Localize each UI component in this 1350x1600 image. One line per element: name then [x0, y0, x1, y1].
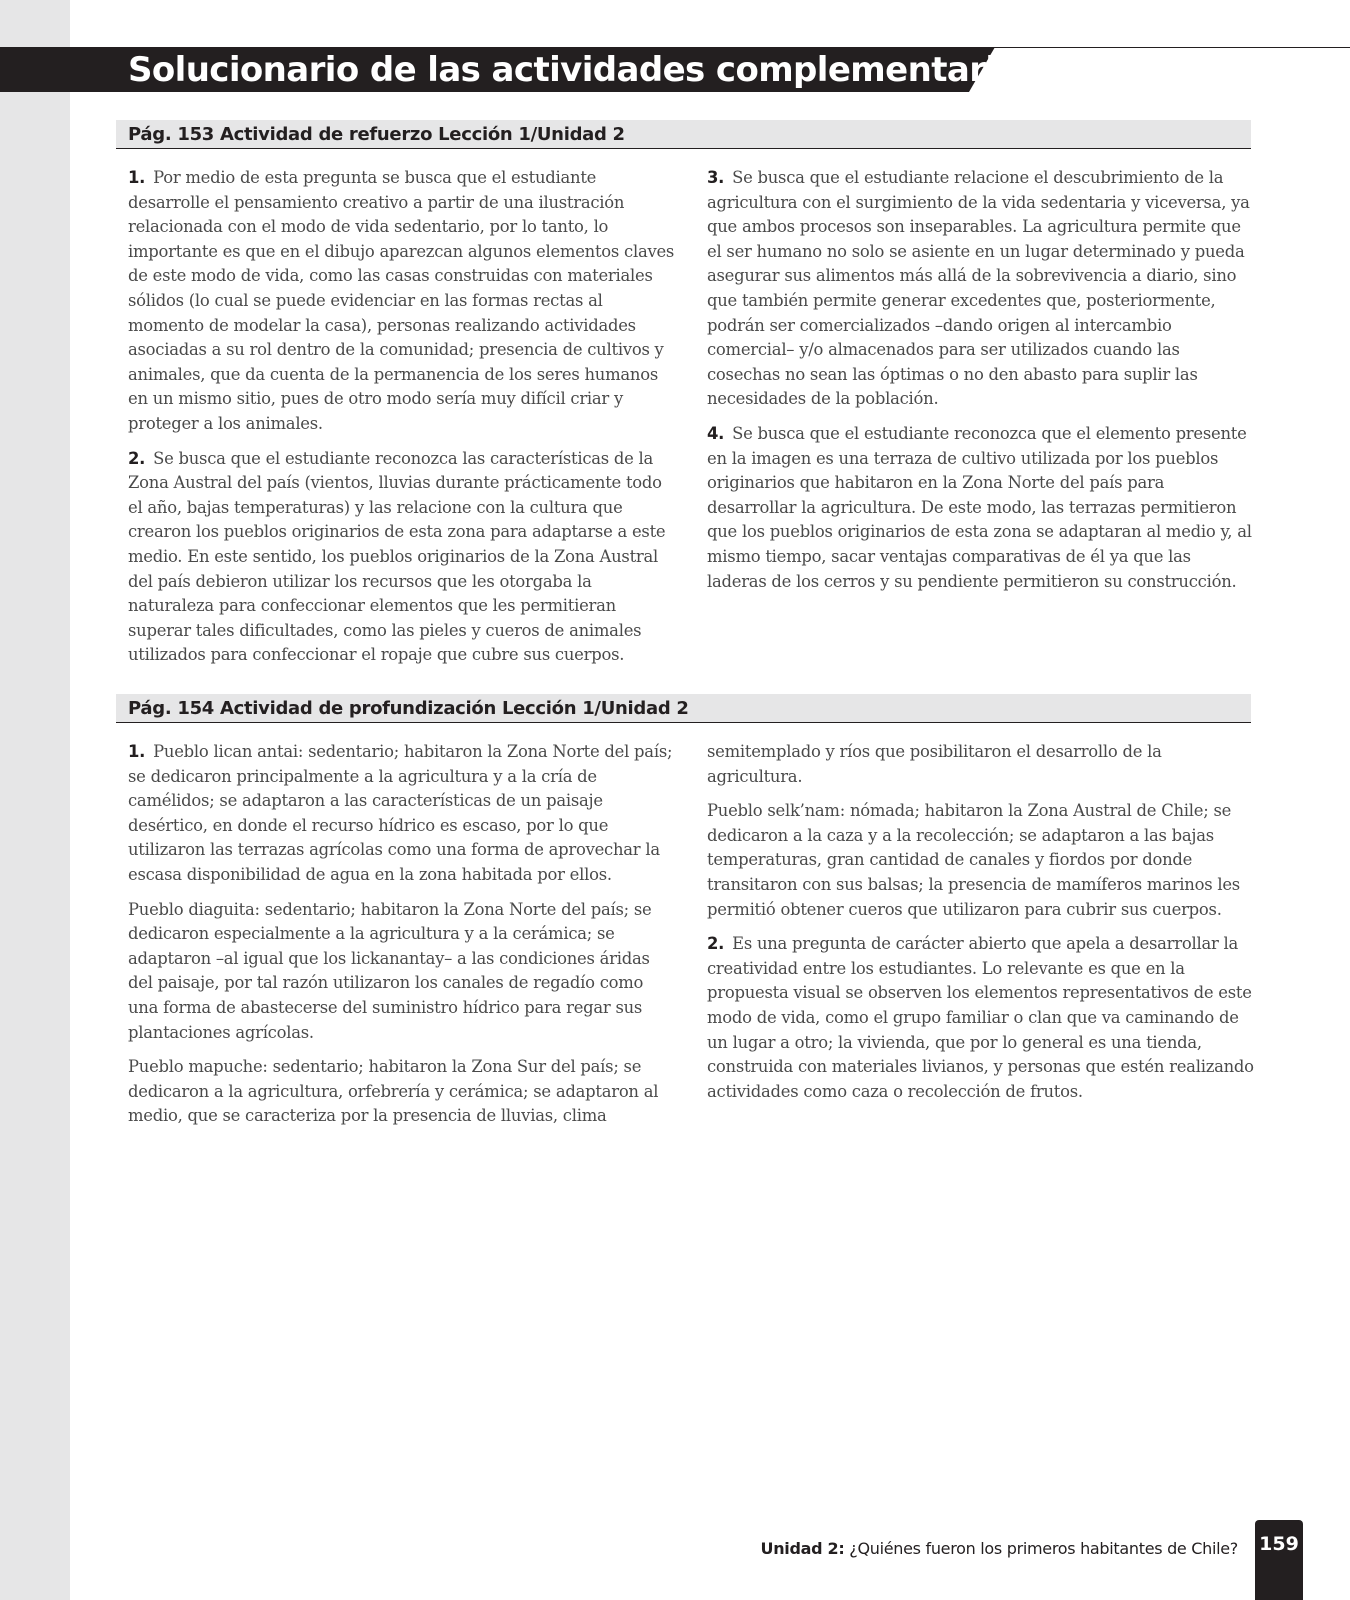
answer-paragraph — [707, 799, 1255, 922]
answer-paragraph — [128, 1055, 676, 1129]
footer-unit-title — [761, 1534, 1239, 1564]
footer-unit-label: Unidad 2: — [760, 1539, 845, 1558]
answer-text: Se busca que el estudiante reconozca las características de la Zona Austral del país (vientos, lluvias durante prácticamente todo el año, bajas temperaturas) y las relacione con la cultura que crearon los pueblos originarios de esta zona para adaptarse a este medio. En este sentido, los pueblos originarios de la Zona Austral del país debieron utilizar los recursos que les otorgaba la naturaleza para confeccionar elementos que les permitieran superar tales dificultades, como las pieles y cueros de animales utilizados para confeccionar el ropaje que cubre sus cuerpos. — [128, 448, 666, 665]
answer-number: 2. — [128, 448, 146, 468]
section2-right-column — [707, 740, 1255, 1114]
answer-paragraph — [707, 740, 1255, 789]
answer-paragraph — [707, 422, 1255, 594]
answer-paragraph — [128, 898, 676, 1046]
answer-text: Pueblo diaguita: sedentario; habitaron la Zona Norte del país; se dedicaron especialmente a la agricultura y a la cerámica; se adaptaron –al igual que los lickanantay– a las condiciones áridas del paisaje, por tal razón utilizaron los canales de regadío como una forma de abastecerse del suministro hídrico para regar sus plantaciones agrícolas. — [128, 899, 652, 1042]
section2-left-column — [128, 740, 676, 1139]
answer-number: 4. — [707, 423, 725, 443]
page-number-tab — [1255, 1520, 1303, 1600]
answer-text: semitemplado y ríos que posibilitaron el desarrollo de la agricultura. — [707, 742, 1162, 786]
answer-text: Se busca que el estudiante reconozca que el elemento presente en la imagen es una terraza de cultivo utilizada por los pueblos originarios que habitaron en la Zona Norte del país para desarrollar la agricultura. De este modo, las terrazas permitieron que los pueblos originarios de esta zona se adaptaran al medio y, al mismo tiempo, sacar ventajas comparativas de él ya que las laderas de los cerros y su pendiente permitieron su construcción. — [707, 423, 1252, 591]
page-title: Solucionario de las actividades complementarias — [128, 50, 1039, 90]
answer-number: 3. — [707, 168, 725, 187]
answer-paragraph — [128, 740, 676, 888]
answer-text: Por medio de esta pregunta se busca que el estudiante desarrolle el pensamiento creativo a partir de una ilustración relacionada con el modo de vida sedentario, por lo tanto, lo importante es que en el dibujo aparezcan algunos elementos claves de este modo de vida, como las casas construidas con materiales sólidos (lo cual se puede evidenciar en las formas rectas al momento de modelar la casa), personas realizando actividades asociadas a su rol dentro de la comunidad; presencia de cultivos y animales, que da cuenta de la permanencia de los seres humanos en un mismo sitio, pues de otro modo sería muy difícil criar y proteger a los animales. — [128, 168, 675, 433]
section-heading-text: Pág. 153 Actividad de refuerzo Lección 1/Unidad 2 — [128, 124, 625, 145]
answer-text: Se busca que el estudiante relacione el descubrimiento de la agricultura con el surgimiento de la vida sedentaria y viceversa, ya que ambos procesos son inseparables. La agricultura permite que el ser humano no solo se asiente en un lugar determinado y pueda asegurar sus alimentos más allá de la sobrevivencia a diario, sino que también permite generar excedentes que, posteriormente, podrán ser comercializados –dando origen al intercambio comercial– y/o almacenados para ser utilizados cuando las cosechas no sean las óptimas o no den abasto para suplir las necesidades de la población. — [707, 168, 1250, 409]
answer-paragraph — [128, 447, 676, 668]
answer-number: 1. — [128, 742, 146, 761]
answer-paragraph — [707, 932, 1255, 1104]
answer-text: Pueblo mapuche: sedentario; habitaron la Zona Sur del país; se dedicaron a la agricultura, orfebrería y cerámica; se adaptaron al medio, que se caracteriza por la presencia de lluvias, clima — [128, 1057, 659, 1126]
section-heading-refuerzo — [116, 120, 1251, 149]
answer-text: Pueblo selk’nam: nómada; habitaron la Zona Austral de Chile; se dedicaron a la caza y a la recolección; se adaptaron a las bajas temperaturas, gran cantidad de canales y fiordos por donde transitaron con sus balsas; la presencia de mamíferos marinos les permitió obtener cueros que utilizaron para cubrir sus cuerpos. — [707, 801, 1240, 919]
answer-text: Pueblo lican antai: sedentario; habitaron la Zona Norte del país; se dedicaron principalmente a la agricultura y a la cría de camélidos; se adaptaron a las características de un paisaje desértico, en donde el recurso hídrico es escaso, por lo que utilizaron las terrazas agrícolas como una forma de aprovechar la escasa disponibilidad de agua en la zona habitada por ellos. — [128, 742, 673, 884]
page-number: 159 — [1259, 1533, 1299, 1555]
footer-unit-text: ¿Quiénes fueron los primeros habitantes de Chile? — [849, 1539, 1238, 1558]
answer-text: Es una pregunta de carácter abierto que apela a desarrollar la creatividad entre los estudiantes. Lo relevante es que en la propuesta visual se observen los elementos representativos de este modo de vida, como el grupo familiar o clan que va caminando de un lugar a otro; la vivienda, que por lo general es una tienda, construida con materiales livianos, y personas que estén realizando actividades como caza o recolección de frutos. — [707, 934, 1254, 1101]
answer-number: 1. — [128, 168, 146, 187]
section-heading-text: Pág. 154 Actividad de profundización Lección 1/Unidad 2 — [128, 698, 689, 719]
answer-paragraph — [128, 166, 676, 437]
answer-number: 2. — [707, 934, 725, 954]
side-strip — [0, 0, 70, 1600]
answer-paragraph — [707, 166, 1255, 412]
section1-left-column — [128, 166, 676, 678]
section1-right-column — [707, 166, 1255, 604]
section-heading-profundizacion — [116, 694, 1251, 723]
